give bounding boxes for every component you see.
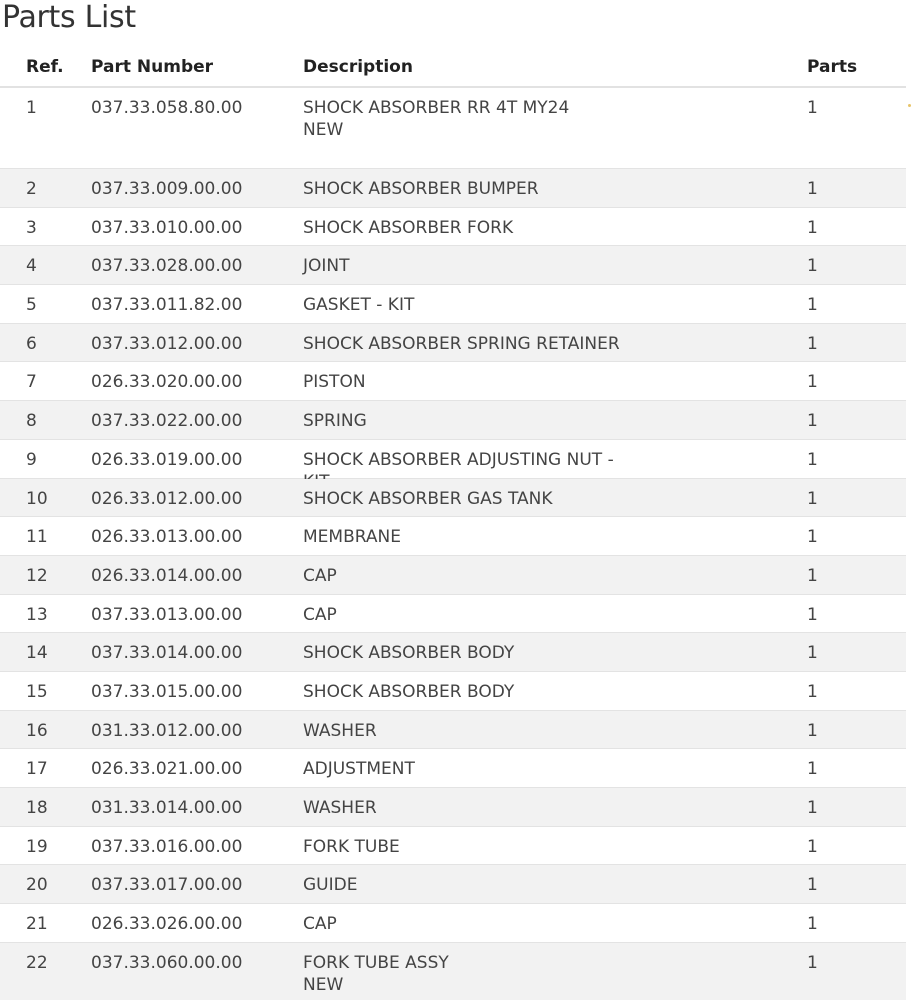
table-row[interactable]	[0, 711, 906, 750]
row-part-number: 037.33.022.00.00	[91, 411, 243, 432]
row-description	[303, 604, 643, 626]
row-description	[303, 255, 643, 277]
row-ref: 4	[26, 256, 37, 277]
row-parts: 1	[807, 488, 818, 509]
row-description	[303, 642, 643, 664]
row-part-number: 037.33.013.00.00	[91, 604, 243, 625]
row-description	[303, 371, 643, 393]
row-part-number: 037.33.028.00.00	[91, 256, 243, 277]
scroll-indicator	[908, 104, 911, 107]
row-parts: 1	[807, 527, 818, 548]
table-row[interactable]	[0, 633, 906, 672]
row-parts: 1	[807, 720, 818, 741]
header-parts: Parts	[807, 57, 858, 77]
row-parts: 1	[807, 836, 818, 857]
row-parts: 1	[807, 952, 818, 973]
row-ref: 2	[26, 179, 37, 199]
row-ref: 9	[26, 449, 37, 470]
row-description-text: SHOCK ABSORBER BUMPER	[303, 179, 539, 199]
row-ref: 10	[26, 488, 48, 509]
row-parts: 1	[807, 449, 818, 470]
row-part-number: 026.33.020.00.00	[91, 372, 243, 393]
row-part-number: 026.33.012.00.00	[91, 488, 243, 509]
row-description-text: MEMBRANE	[303, 527, 401, 548]
row-part-number: 037.33.012.00.00	[91, 333, 243, 354]
table-row[interactable]	[0, 169, 906, 208]
table-row[interactable]	[0, 788, 906, 827]
row-part-number: 037.33.060.00.00	[91, 952, 243, 973]
row-description	[303, 874, 643, 896]
row-description-text: JOINT	[303, 256, 350, 277]
row-part-number: 037.33.014.00.00	[91, 643, 243, 664]
row-description-text: SHOCK ABSORBER FORK	[303, 217, 514, 238]
row-ref: 16	[26, 720, 48, 741]
row-parts: 1	[807, 98, 818, 118]
row-parts: 1	[807, 179, 818, 199]
row-parts: 1	[807, 798, 818, 818]
table-row[interactable]	[0, 440, 906, 479]
table-row[interactable]	[0, 285, 906, 324]
row-part-number: 037.33.016.00.00	[91, 836, 243, 857]
row-description	[303, 526, 643, 548]
row-description	[303, 178, 643, 200]
row-part-number: 037.33.010.00.00	[91, 217, 243, 238]
row-description	[303, 333, 643, 355]
row-description-text: SPRING	[303, 411, 367, 432]
row-ref: 13	[26, 604, 48, 625]
table-header	[0, 48, 906, 88]
row-ref: 21	[26, 914, 48, 935]
row-part-number: 037.33.015.00.00	[91, 681, 243, 702]
row-note: NEW	[303, 974, 344, 995]
row-description-text: FORK TUBE	[303, 836, 400, 857]
table-row[interactable]	[0, 595, 906, 634]
row-ref: 14	[26, 643, 48, 664]
row-ref: 8	[26, 411, 37, 432]
row-description	[303, 836, 643, 858]
header-ref: Ref.	[26, 57, 64, 77]
table-row[interactable]	[0, 865, 906, 904]
row-description	[303, 797, 643, 819]
row-part-number: 031.33.014.00.00	[91, 798, 243, 818]
row-description-text: ADJUSTMENT	[303, 759, 415, 780]
row-description-text: SHOCK ABSORBER SPRING RETAINER	[303, 333, 620, 354]
table-row[interactable]	[0, 672, 906, 711]
header-part-number: Part Number	[91, 57, 214, 77]
row-description-text: CAP	[303, 914, 337, 935]
row-parts: 1	[807, 914, 818, 935]
row-parts: 1	[807, 565, 818, 586]
row-part-number: 026.33.013.00.00	[91, 527, 243, 548]
row-part-number: 026.33.021.00.00	[91, 759, 243, 780]
row-description-text: WASHER	[303, 720, 377, 741]
row-ref: 20	[26, 875, 48, 896]
row-part-number: 037.33.011.82.00	[91, 295, 243, 316]
table-row[interactable]	[0, 324, 906, 363]
row-part-number: 026.33.019.00.00	[91, 449, 243, 470]
table-row[interactable]	[0, 517, 906, 556]
table-row[interactable]	[0, 88, 906, 169]
row-parts: 1	[807, 295, 818, 316]
row-ref: 11	[26, 527, 48, 548]
row-description	[303, 681, 643, 703]
row-parts: 1	[807, 643, 818, 664]
row-ref: 22	[26, 952, 48, 973]
row-description-text: CAP	[303, 565, 337, 586]
row-description	[303, 565, 643, 587]
row-description	[303, 758, 643, 780]
row-ref: 7	[26, 372, 37, 393]
row-parts: 1	[807, 875, 818, 896]
parts-table	[0, 48, 906, 1000]
page-title: Parts List	[2, 0, 136, 35]
row-description	[303, 410, 643, 432]
row-part-number: 037.33.009.00.00	[91, 179, 243, 199]
table-row[interactable]	[0, 362, 906, 401]
row-description	[303, 913, 643, 935]
row-description-text: FORK TUBE ASSY	[303, 952, 449, 973]
row-ref: 12	[26, 565, 48, 586]
row-description	[303, 217, 643, 239]
row-description-text: WASHER	[303, 798, 377, 818]
row-ref: 6	[26, 333, 37, 354]
row-parts: 1	[807, 759, 818, 780]
row-part-number: 026.33.026.00.00	[91, 914, 243, 935]
table-row[interactable]	[0, 904, 906, 943]
row-description	[303, 488, 643, 510]
row-parts: 1	[807, 681, 818, 702]
table-row[interactable]	[0, 556, 906, 595]
row-part-number: 026.33.014.00.00	[91, 565, 243, 586]
row-part-number: 037.33.017.00.00	[91, 875, 243, 896]
row-note: NEW	[303, 120, 344, 140]
row-parts: 1	[807, 256, 818, 277]
row-part-number: 037.33.058.80.00	[91, 98, 243, 118]
row-ref: 1	[26, 98, 37, 118]
row-description	[303, 294, 643, 316]
row-parts: 1	[807, 217, 818, 238]
row-ref: 15	[26, 681, 48, 702]
row-description-text: SHOCK ABSORBER BODY	[303, 643, 515, 664]
row-description-text: SHOCK ABSORBER GAS TANK	[303, 488, 553, 509]
table-row[interactable]	[0, 943, 906, 1000]
row-description-text: SHOCK ABSORBER RR 4T MY24	[303, 98, 570, 118]
table-row[interactable]	[0, 246, 906, 285]
row-ref: 18	[26, 798, 48, 818]
table-row[interactable]	[0, 401, 906, 440]
row-parts: 1	[807, 604, 818, 625]
row-part-number: 031.33.012.00.00	[91, 720, 243, 741]
table-row[interactable]	[0, 479, 906, 518]
row-description	[303, 97, 643, 141]
table-row[interactable]	[0, 827, 906, 866]
row-ref: 3	[26, 217, 37, 238]
table-body	[0, 88, 906, 1000]
row-parts: 1	[807, 411, 818, 432]
row-ref: 17	[26, 759, 48, 780]
row-ref: 19	[26, 836, 48, 857]
row-description-text: SHOCK ABSORBER BODY	[303, 681, 515, 702]
row-parts: 1	[807, 333, 818, 354]
row-description	[303, 952, 643, 996]
row-description-text: GASKET - KIT	[303, 295, 415, 316]
row-description-text: CAP	[303, 604, 337, 625]
row-description-text: GUIDE	[303, 875, 358, 896]
table-row[interactable]	[0, 208, 906, 247]
table-row[interactable]	[0, 749, 906, 788]
row-description	[303, 720, 643, 742]
row-description-text: PISTON	[303, 372, 366, 393]
row-ref: 5	[26, 295, 37, 316]
row-description-text: SHOCK ABSORBER ADJUSTING NUT -	[303, 449, 614, 470]
row-parts: 1	[807, 372, 818, 393]
header-description: Description	[303, 57, 413, 77]
